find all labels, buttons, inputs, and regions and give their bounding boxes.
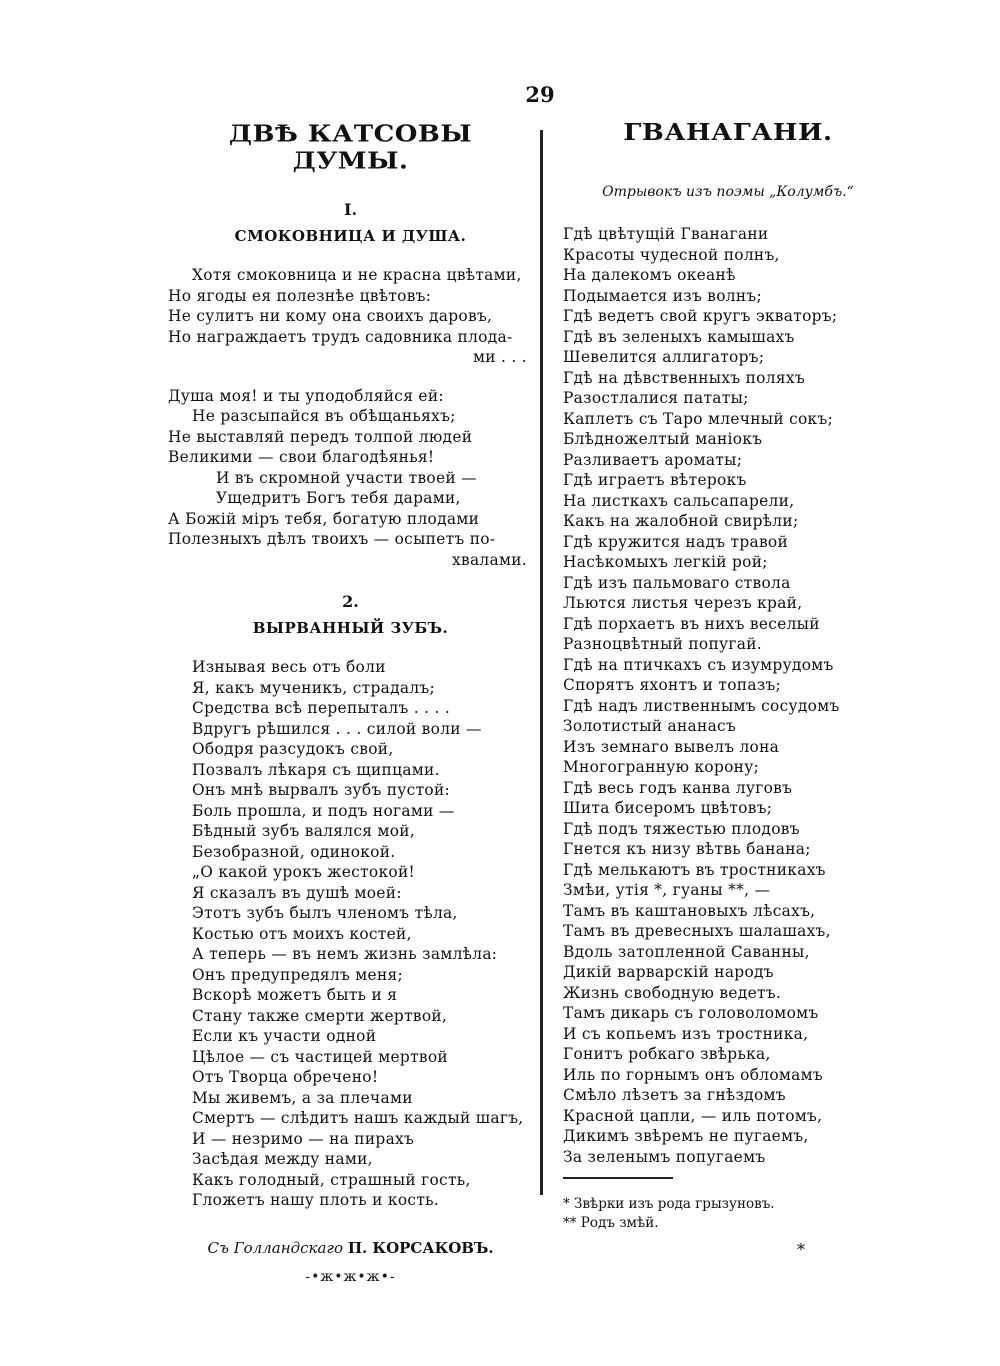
verse-line: Гдѣ на дѣвственныхъ поляхъ [563,368,805,387]
verse-line: Многогранную корону; [563,758,760,776]
epigraph: Отрывокъ изъ поэмы „Колумбъ.“ [602,184,854,200]
verse-line: Безобразной, одинокой. [192,842,396,861]
verse-line: На листкахъ сальсапарели, [563,491,795,510]
verse-line: Изъ земнаго вывелъ лона [563,737,780,756]
verse-line: Этотъ зубъ былъ членомъ тѣла, [192,904,458,922]
column-divider [540,130,543,1195]
verse-line: Гонитъ робкаго звѣрька, [563,1045,771,1063]
verse-line: Гдѣ весь годъ канва луговъ [563,778,793,797]
right-title: ГВАНАГАНИ. [623,119,833,147]
verse-line: Тамъ въ древесныхъ шалашахъ, [563,922,831,940]
verse-line: Отъ Творца обречено! [192,1068,379,1086]
right-column [563,118,893,1233]
footnote: * Звѣрки изъ рода грызуновъ. [563,1196,775,1212]
verse-line: Какъ на жалобной свирѣли; [563,512,799,530]
verse-line: И — незримо — на пирахъ [192,1129,415,1148]
footnote-rule [563,1177,673,1179]
verse-line: Хотя смоковница и не красна цвѣтами, [192,266,522,284]
verse-line: Смертъ — слѣдитъ нашъ каждый шагъ, [192,1109,524,1127]
verse-line: Я, какъ мученикъ, страдалъ; [192,678,436,697]
verse-line: Разноцвѣтный попугай. [563,635,762,653]
verse-line: Разостлалися пататы; [563,389,749,407]
verse-line: Цѣлое — съ частицей мертвой [192,1047,448,1066]
poem2-verse [168,657,533,1211]
left-column [168,118,533,1285]
verse-line: Полезныхъ дѣлъ твоихъ — осыпетъ по- [168,530,496,548]
verse-line: Бѣдный зубъ валялся мой, [192,822,416,840]
verse-line: Красной цапли, — иль потомъ, [563,1106,823,1125]
verse-line: Гдѣ мелькаютъ въ тростникахъ [563,860,826,879]
verse-line: Вскорѣ можетъ быть и я [192,986,398,1004]
verse-line: А Божій міръ тебя, богатую плодами [168,509,480,528]
verse-line: Я сказалъ въ душѣ моей: [192,883,402,902]
verse-line: Каплетъ съ Таро млечный сокъ; [563,409,834,428]
verse-line: Онъ предупредялъ меня; [192,965,404,984]
verse-line: Какъ голодный, страшный гость, [192,1170,471,1189]
verse-line: Вдругъ рѣшился . . . силой воли — [192,719,482,738]
verse-line: Гдѣ на птичкахъ съ изумрудомъ [563,655,834,674]
verse-line: Мы живемъ, а за плечами [192,1088,413,1107]
verse-line: Боль прошла, и подъ ногами — [192,801,455,820]
verse-line: Изнывая весь отъ боли [192,658,386,676]
verse-line: Великими — свои благодѣянья! [168,448,435,466]
verse-line: За зеленымъ попугаемъ [563,1147,766,1166]
verse-line: Дикій варварскій народъ [563,963,774,981]
left-title: ДВѢ КАТСОВЫ ДУМЫ. [228,121,473,175]
poem2-numeral: 2. [342,592,359,611]
verse-line: Гдѣ играетъ вѣтерокъ [563,471,747,489]
verse-line: Гдѣ надъ лиственнымъ сосудомъ [563,696,840,715]
verse-line: „О какой урокъ жестокой! [192,863,415,881]
verse-line: Гдѣ въ зеленыхъ камышахъ [563,327,795,346]
verse-line: Позвалъ лѣкаря съ щипцами. [192,760,440,779]
verse-line: Блѣдножелтый маніокъ [563,430,763,448]
page-number: 29 [525,82,555,107]
verse-line: И съ копьемъ изъ тростника, [563,1024,809,1043]
verse-line: Средства всѣ перепыталъ . . . . [192,699,451,717]
verse-line: Смѣло лѣзетъ за гнѣздомъ [563,1086,786,1104]
stanza-break [168,368,533,386]
verse-line: Красоты чудесной полнъ, [563,245,780,264]
ornament-divider: -•ж•ж•ж•- [305,1268,396,1285]
verse-line: Спорятъ яхонтъ и топазъ; [563,676,782,694]
poem1-numeral: I. [343,200,358,219]
poem2-subtitle: ВЫРВАННЫЙ ЗУБЪ. [252,619,449,637]
verse-line: Костью отъ моихъ костей, [192,924,412,943]
verse-line: Душа моя! и ты уподобляйся ей: [168,386,444,405]
verse-line: Гдѣ кружится надъ травой [563,532,789,551]
verse-line: Золотистый ананасъ [563,717,737,735]
verse-line: Подымается изъ волнъ; [563,286,762,305]
verse-line: Но награждаетъ трудъ садовника плода- [168,327,513,346]
verse-line: Шевелится аллигаторъ; [563,348,765,366]
verse-line: Ободря разсудокъ свой, [192,740,394,758]
verse-line: Тамъ дикарь съ головоломомъ [563,1004,819,1022]
attribution-prefix: Съ Голландскаго [207,1238,344,1257]
verse-line: Не разсыпайся въ обѣщаньяхъ; [192,407,456,425]
poem1-subtitle: СМОКОВНИЦА И ДУША. [234,227,467,245]
verse-line: Гдѣ подъ тяжестью плодовъ [563,819,800,838]
footnote: ** Родъ змѣй. [563,1215,659,1231]
verse-line: Онъ мнѣ вырвалъ зубъ пустой: [192,781,450,799]
verse-line: Стану также смерти жертвой, [192,1006,448,1025]
verse-line: Не сулитъ ни кому она своихъ даровъ, [168,307,493,325]
verse-line: Насѣкомыхъ легкій рой; [563,553,768,571]
verse-line: Шита бисеромъ цвѣтовъ; [563,799,773,817]
verse-line: На далекомъ океанѣ [563,266,736,284]
verse-line: А теперь — въ немъ жизнь замлѣла: [192,945,498,963]
verse-line: Вдоль затопленной Саванны, [563,942,810,961]
verse-line: Льются листья черезъ край, [563,594,803,612]
verse-line: Иль по горнымъ онъ обломамъ [563,1065,824,1084]
verse-line: Гдѣ изъ пальмоваго ствола [563,573,791,592]
verse-line: ми . . . [473,348,527,366]
verse-line: Гдѣ ведетъ свой кругъ экваторъ; [563,307,838,325]
poem1-verse [168,265,533,570]
attribution [168,1239,533,1257]
author-name: П. КОРСАКОВЪ. [347,1238,494,1257]
verse-line: хвалами. [452,550,527,569]
verse-line: Змѣи, утія *, гуаны **, — [563,881,771,899]
footnotes [563,1195,893,1233]
verse-line: Гдѣ порхаетъ въ нихъ веселый [563,614,820,633]
verse-line: Дикимъ звѣремъ не пугаемъ, [563,1127,809,1145]
verse-line: И въ скромной участи твоей — [216,468,477,487]
verse-line: Ущедритъ Богъ тебя дарами, [216,489,461,507]
end-mark: * [797,1240,805,1259]
verse-line: Если къ участи одной [192,1027,377,1045]
verse-line: Гнется къ низу вѣтвь банана; [563,840,811,858]
verse-line: Жизнь свободную ведетъ. [563,983,782,1002]
verse-line: Не выставляй передъ толпой людей [168,427,473,446]
verse-line: Но ягоды ея полезнѣе цвѣтовъ: [168,286,432,305]
verse-line: Гложетъ нашу плоть и кость. [192,1191,440,1209]
verse-line: Разливаетъ ароматы; [563,450,743,469]
verse-line: Тамъ въ каштановыхъ лѣсахъ, [563,901,816,920]
right-verse [563,224,893,1167]
verse-line: Засѣдая между нами, [192,1150,373,1168]
verse-line: Гдѣ цвѣтущій Гванагани [563,225,769,243]
